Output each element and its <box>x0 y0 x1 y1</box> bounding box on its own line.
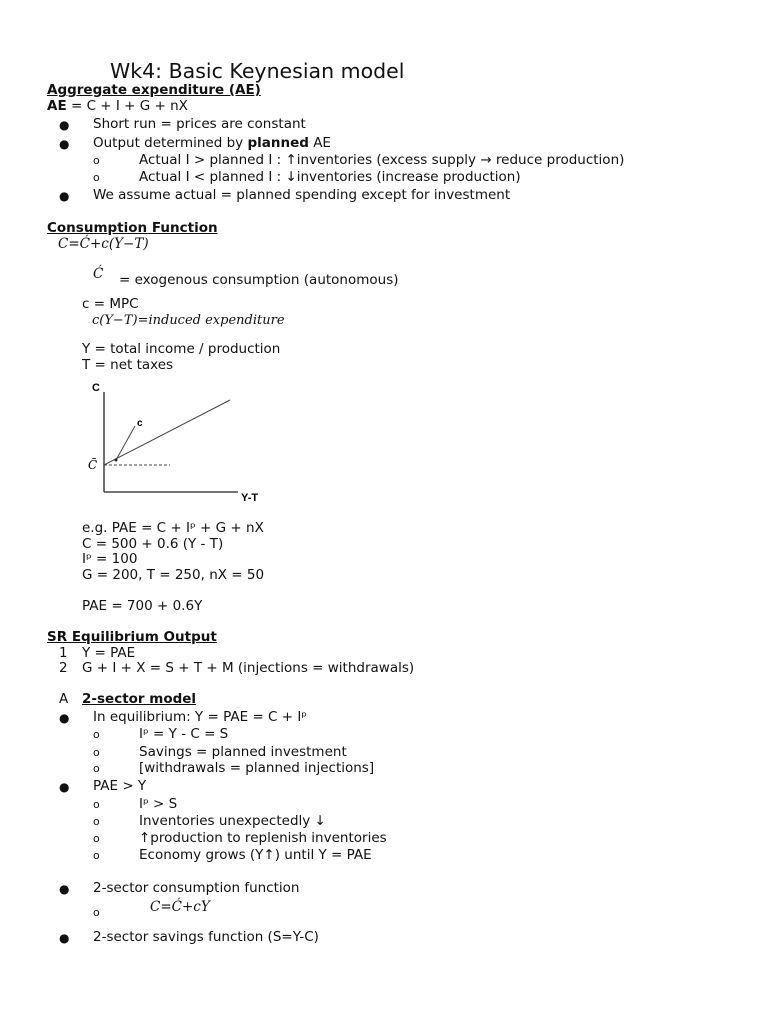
sr-heading: SR Equilibrium Output <box>47 629 217 645</box>
example-pae: e.g. PAE = C + Iᵖ + G + nX <box>82 520 264 536</box>
cbar-symbol: Ć <box>93 266 104 282</box>
consumption-heading: Consumption Function <box>47 220 218 236</box>
ae-bullet-output-pre: Output determined by <box>93 135 248 151</box>
ae-bullet-output-post: AE <box>308 135 331 151</box>
two-sector-savings-investment: Savings = planned investment <box>139 744 347 760</box>
ae-bullet-output <box>93 135 331 151</box>
circle-marker: o <box>93 906 100 919</box>
consumption-line <box>104 400 230 465</box>
circle-marker: o <box>93 728 100 741</box>
two-sector-pae-gt-y: PAE > Y <box>93 778 147 794</box>
sr-item-2: G + I + X = S + T + M (injections = withdrawals) <box>82 660 415 676</box>
two-sector-savings-function: 2-sector savings function (S=Y-C) <box>93 929 319 945</box>
graph-intercept-label: C̄ <box>88 458 98 472</box>
induced-expenditure: c(Y−T)=induced expenditure <box>92 313 285 328</box>
two-sector-equilibrium: In equilibrium: Y = PAE = C + Iᵖ <box>93 709 308 725</box>
circle-marker: o <box>93 171 100 184</box>
section-letter: A <box>59 691 69 707</box>
example-consumption: C = 500 + 0.6 (Y - T) <box>82 536 224 552</box>
two-sector-economy-grows: Economy grows (Y↑) until Y = PAE <box>139 847 372 863</box>
ae-bullet-output-bold: planned <box>247 135 309 151</box>
ae-equation-lhs: AE <box>47 98 67 114</box>
cbar-description: = exogenous consumption (autonomous) <box>119 272 399 288</box>
bullet-marker: ● <box>59 882 70 896</box>
ae-sub-actual-less: Actual I < planned I : ↓inventories (increase production) <box>139 169 521 185</box>
ae-bullet-assume: We assume actual = planned spending except for investment <box>93 187 511 203</box>
graph-line-label: c <box>137 418 143 429</box>
sr-item-1: Y = PAE <box>82 645 136 661</box>
example-investment: Iᵖ = 100 <box>82 551 138 567</box>
bullet-marker: ● <box>59 118 70 132</box>
two-sector-inventories: Inventories unexpectedly ↓ <box>139 813 326 829</box>
graph-y-axis-label: C <box>92 382 100 394</box>
two-sector-consumption-function: 2-sector consumption function <box>93 880 300 896</box>
graph-x-axis-label: Y-T <box>241 492 259 504</box>
two-sector-ip-gt-s: Iᵖ > S <box>139 796 178 812</box>
ae-sub-actual-greater: Actual I > planned I : ↑inventories (excess supply → reduce production) <box>139 152 625 168</box>
sr-item-number: 1 <box>59 645 68 661</box>
circle-marker: o <box>93 762 100 775</box>
consumption-formula: C=Ć+c(Y−T) <box>58 236 149 252</box>
circle-marker: o <box>93 798 100 811</box>
circle-marker: o <box>93 154 100 167</box>
circle-marker: o <box>93 746 100 759</box>
two-sector-heading: 2-sector model <box>82 691 197 707</box>
t-definition: T = net taxes <box>82 357 174 373</box>
example-result: PAE = 700 + 0.6Y <box>82 598 203 614</box>
circle-marker: o <box>93 832 100 845</box>
ae-equation <box>47 98 188 114</box>
two-sector-production: ↑production to replenish inventories <box>139 830 387 846</box>
example-g-t-nx: G = 200, T = 250, nX = 50 <box>82 567 265 583</box>
consumption-graph <box>80 378 270 508</box>
bullet-marker: ● <box>59 137 70 151</box>
ae-heading: Aggregate expenditure (AE) <box>47 82 261 98</box>
ae-equation-rhs: = C + I + G + nX <box>66 98 188 114</box>
bullet-marker: ● <box>59 931 70 945</box>
two-sector-ip-equals-s: Iᵖ = Y - C = S <box>139 726 229 742</box>
bullet-marker: ● <box>59 711 70 725</box>
sr-item-number: 2 <box>59 660 68 676</box>
circle-marker: o <box>93 815 100 828</box>
y-definition: Y = total income / production <box>82 341 281 357</box>
circle-marker: o <box>93 849 100 862</box>
two-sector-consumption-formula: C=Ć+cY <box>150 899 210 915</box>
mpc-definition: c = MPC <box>82 296 139 312</box>
two-sector-withdrawals: [withdrawals = planned injections] <box>139 760 375 776</box>
label-pointer <box>116 426 135 460</box>
bullet-marker: ● <box>59 189 70 203</box>
page-title: Wk4: Basic Keynesian model <box>110 59 405 83</box>
bullet-marker: ● <box>59 780 70 794</box>
ae-bullet-short-run: Short run = prices are constant <box>93 116 306 132</box>
pointer-dot <box>115 459 118 462</box>
